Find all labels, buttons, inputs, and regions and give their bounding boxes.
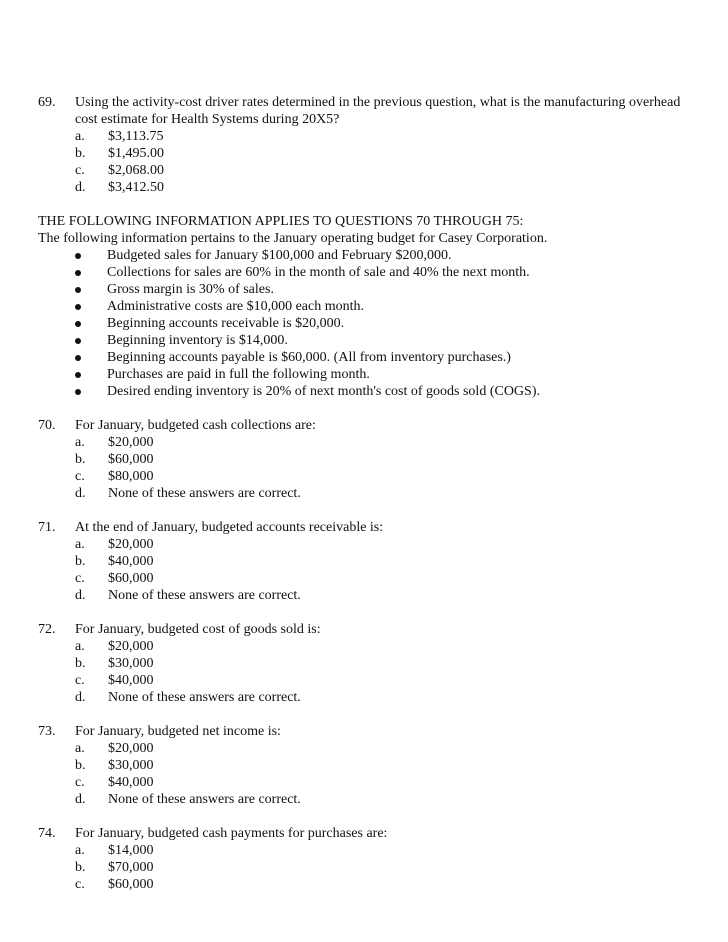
bullet-icon xyxy=(75,389,81,395)
option-text: $20,000 xyxy=(108,639,154,654)
info-intro: The following information pertains to the January operating budget for Casey Corporation. xyxy=(38,231,548,246)
option-letter: c. xyxy=(75,469,85,484)
bullet-item xyxy=(38,366,698,383)
option-letter: a. xyxy=(75,129,85,144)
question-71 xyxy=(38,519,698,604)
question-text: At the end of January, budgeted accounts receivable is: xyxy=(75,520,384,535)
answer-option xyxy=(75,774,698,791)
bullet-text: Beginning inventory is $14,000. xyxy=(107,333,288,348)
option-letter: b. xyxy=(75,146,86,161)
bullet-text: Administrative costs are $10,000 each month. xyxy=(107,299,364,314)
option-letter: b. xyxy=(75,860,86,875)
option-text: $80,000 xyxy=(108,469,154,484)
option-letter: a. xyxy=(75,741,85,756)
question-text: For January, budgeted cost of goods sold is: xyxy=(75,622,321,637)
bullet-icon xyxy=(75,355,81,361)
answer-option xyxy=(75,536,698,553)
answer-option xyxy=(75,570,698,587)
bullet-item xyxy=(38,383,698,400)
bullet-icon xyxy=(75,270,81,276)
bullet-item xyxy=(38,264,698,281)
option-text: $1,495.00 xyxy=(108,146,164,161)
question-text: For January, budgeted cash payments for purchases are: xyxy=(75,826,388,841)
option-text: $30,000 xyxy=(108,656,154,671)
option-text: $60,000 xyxy=(108,452,154,467)
option-letter: a. xyxy=(75,435,85,450)
answer-option xyxy=(75,434,698,451)
bullet-icon xyxy=(75,304,81,310)
option-letter: b. xyxy=(75,452,86,467)
option-text: $60,000 xyxy=(108,571,154,586)
bullet-text: Gross margin is 30% of sales. xyxy=(107,282,274,297)
option-text: $60,000 xyxy=(108,877,154,892)
answer-option xyxy=(75,162,698,179)
answer-option xyxy=(75,689,698,706)
bullet-list xyxy=(38,247,698,400)
info-heading: THE FOLLOWING INFORMATION APPLIES TO QUESTIONS 70 THROUGH 75: xyxy=(38,214,524,229)
answer-option xyxy=(75,672,698,689)
bullet-text: Desired ending inventory is 20% of next month's cost of goods sold (COGS). xyxy=(107,384,540,399)
question-70 xyxy=(38,417,698,502)
option-text: $3,412.50 xyxy=(108,180,164,195)
option-text: $40,000 xyxy=(108,673,154,688)
option-letter: c. xyxy=(75,571,85,586)
option-text: $40,000 xyxy=(108,775,154,790)
answer-option xyxy=(75,876,698,893)
option-letter: a. xyxy=(75,537,85,552)
answer-option xyxy=(75,757,698,774)
option-letter: d. xyxy=(75,486,86,501)
question-number: 72. xyxy=(38,622,56,637)
option-letter: a. xyxy=(75,639,85,654)
option-letter: d. xyxy=(75,588,86,603)
info-block xyxy=(38,213,698,400)
answer-option xyxy=(75,859,698,876)
question-74 xyxy=(38,825,698,893)
question-number: 73. xyxy=(38,724,56,739)
question-text: For January, budgeted cash collections are: xyxy=(75,418,316,433)
bullet-item xyxy=(38,332,698,349)
answer-option xyxy=(75,791,698,808)
question-number: 70. xyxy=(38,418,56,433)
option-letter: c. xyxy=(75,877,85,892)
option-text: None of these answers are correct. xyxy=(108,792,301,807)
answer-option xyxy=(75,638,698,655)
option-letter: c. xyxy=(75,673,85,688)
answer-option xyxy=(75,740,698,757)
answer-option xyxy=(75,128,698,145)
bullet-item xyxy=(38,349,698,366)
option-text: $20,000 xyxy=(108,435,154,450)
answer-option xyxy=(75,468,698,485)
question-text: Using the activity-cost driver rates determined in the previous question, what is the manufacturing overhead cost estimate for Health Systems during 20X5? xyxy=(75,95,681,127)
option-letter: d. xyxy=(75,690,86,705)
option-letter: d. xyxy=(75,792,86,807)
bullet-text: Collections for sales are 60% in the month of sale and 40% the next month. xyxy=(107,265,530,280)
answer-option xyxy=(75,451,698,468)
bullet-icon xyxy=(75,253,81,259)
option-text: $14,000 xyxy=(108,843,154,858)
bullet-item xyxy=(38,298,698,315)
question-number: 69. xyxy=(38,95,56,110)
option-text: $30,000 xyxy=(108,758,154,773)
option-text: None of these answers are correct. xyxy=(108,588,301,603)
question-number: 74. xyxy=(38,826,56,841)
option-letter: a. xyxy=(75,843,85,858)
answer-option xyxy=(75,553,698,570)
bullet-item xyxy=(38,315,698,332)
bullet-icon xyxy=(75,321,81,327)
bullet-text: Beginning accounts payable is $60,000. (All from inventory purchases.) xyxy=(107,350,511,365)
bullet-text: Budgeted sales for January $100,000 and February $200,000. xyxy=(107,248,452,263)
option-letter: d. xyxy=(75,180,86,195)
option-text: None of these answers are correct. xyxy=(108,486,301,501)
question-72 xyxy=(38,621,698,706)
option-text: $70,000 xyxy=(108,860,154,875)
answer-option xyxy=(75,655,698,672)
question-number: 71. xyxy=(38,520,56,535)
option-letter: c. xyxy=(75,163,85,178)
question-69 xyxy=(38,94,698,196)
bullet-icon xyxy=(75,287,81,293)
answer-option xyxy=(75,587,698,604)
bullet-text: Purchases are paid in full the following month. xyxy=(107,367,370,382)
option-text: $40,000 xyxy=(108,554,154,569)
option-letter: b. xyxy=(75,554,86,569)
question-73 xyxy=(38,723,698,808)
option-text: None of these answers are correct. xyxy=(108,690,301,705)
answer-option xyxy=(75,485,698,502)
answer-option xyxy=(75,145,698,162)
option-letter: b. xyxy=(75,758,86,773)
document-page xyxy=(38,94,698,910)
bullet-text: Beginning accounts receivable is $20,000. xyxy=(107,316,345,331)
bullet-item xyxy=(38,247,698,264)
bullet-item xyxy=(38,281,698,298)
option-text: $20,000 xyxy=(108,537,154,552)
bullet-icon xyxy=(75,338,81,344)
option-text: $2,068.00 xyxy=(108,163,164,178)
bullet-icon xyxy=(75,372,81,378)
answer-option xyxy=(75,179,698,196)
answer-option xyxy=(75,842,698,859)
option-text: $20,000 xyxy=(108,741,154,756)
question-text: For January, budgeted net income is: xyxy=(75,724,281,739)
option-text: $3,113.75 xyxy=(108,129,164,144)
option-letter: c. xyxy=(75,775,85,790)
option-letter: b. xyxy=(75,656,86,671)
